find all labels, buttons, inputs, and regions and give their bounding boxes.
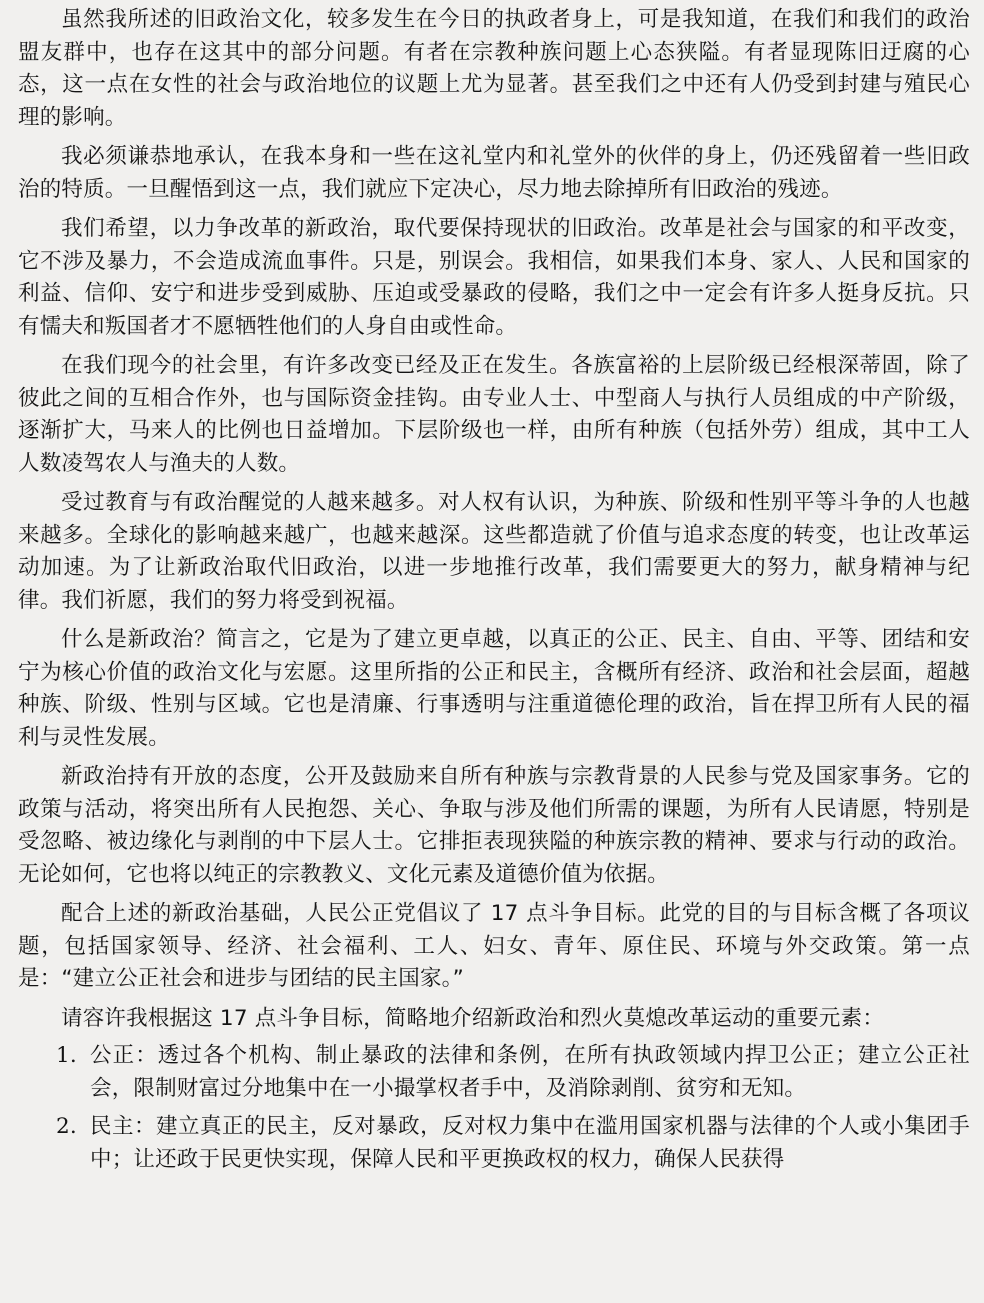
paragraph-3: 我们希望，以力争改革的新政治，取代要保持现状的旧政治。改革是社会与国家的和平改变，它不涉及暴力，不会造成流血事件。只是，别误会。我相信，如果我们本身、家人、人民和国家的利益、信仰、安宁和进步受到威胁、压迫或受暴政的侵略，我们之中一定会有许多人挺身反抗。只有懦夫和叛国者才不愿牺牲他们的人身自由或性命。	[18, 216, 970, 339]
list-item-body	[58, 1111, 970, 1176]
list-item	[18, 1111, 970, 1176]
paragraph-9: 请容许我根据这 17 点斗争目标，简略地介绍新政治和烈火莫熄改革运动的重要元素：	[61, 1005, 885, 1031]
paragraph-1: 虽然我所述的旧政治文化，较多发生在今日的执政者身上，可是我知道，在我们和我们的政治盟友群中，也存在这其中的部分问题。有者在宗教种族问题上心态狭隘。有者显现陈旧迂腐的心态，这一点在女性的社会与政治地位的议题上尤为显著。甚至我们之中还有人仍受到封建与殖民心理的影响。	[18, 7, 970, 130]
list-item-term: 公正	[90, 1043, 136, 1068]
numbered-list	[18, 1040, 970, 1176]
list-item-number: 2.	[56, 1114, 77, 1139]
paragraph-6: 什么是新政治？简言之，它是为了建立更卓越，以真正的公正、民主、自由、平等、团结和安宁为核心价值的政治文化与宏愿。这里所指的公正和民主，含概所有经济、政治和社会层面，超越种族、阶级、性别与区域。它也是清廉、行事透明与注重道德伦理的政治，旨在捍卫所有人民的福利与灵性发展。	[18, 627, 970, 750]
document-page	[0, 4, 984, 1303]
paragraph-8: 配合上述的新政治基础，人民公正党倡议了 17 点斗争目标。此党的目的与目标含概了各项议题，包括国家领导、经济、社会福利、工人、妇女、青年、原住民、环境与外交政策。第一点是：“建立公正社会和进步与团结的民主国家。”	[18, 901, 970, 991]
list-item-term: 民主	[90, 1114, 135, 1139]
paragraph-4: 在我们现今的社会里，有许多改变已经及正在发生。各族富裕的上层阶级已经根深蒂固，除了彼此之间的互相合作外，也与国际资金挂钩。由专业人士、中型商人与执行人员组成的中产阶级，逐渐扩大，马来人的比例也日益增加。下层阶级也一样，由所有种族（包括外劳）组成，其中工人人数凌驾农人与渔夫的人数。	[18, 353, 970, 476]
list-item-text: ：透过各个机构、制止暴政的法律和条例，在所有执政领域内捍卫公正；建立公正社会，限制财富过分地集中在一小撮掌权者手中，及消除剥削、贫穷和无知。	[90, 1043, 971, 1101]
paragraph-2: 我必须谦恭地承认，在我本身和一些在这礼堂内和礼堂外的伙伴的身上，仍还残留着一些旧政治的特质。一旦醒悟到这一点，我们就应下定决心，尽力地去除掉所有旧政治的残迹。	[18, 144, 970, 202]
list-item-text: ：建立真正的民主，反对暴政，反对权力集中在滥用国家机器与法律的个人或小集团手中；让还政于民更快实现，保障人民和平更换政权的权力，确保人民获得	[90, 1114, 970, 1172]
paragraph-5: 受过教育与有政治醒觉的人越来越多。对人权有认识，为种族、阶级和性别平等斗争的人也越来越多。全球化的影响越来越广，也越来越深。这些都造就了价值与追求态度的转变，也让改革运动加速。为了让新政治取代旧政治，以进一步地推行改革，我们需要更大的努力，献身精神与纪律。我们祈愿，我们的努力将受到祝福。	[18, 490, 970, 613]
paragraph-7: 新政治持有开放的态度，公开及鼓励来自所有种族与宗教背景的人民参与党及国家事务。它的政策与活动，将突出所有人民抱怨、关心、争取与涉及他们所需的课题，为所有人民请愿，特别是受忽略、被边缘化与剥削的中下层人士。它排拒表现狭隘的种族宗教的精神、要求与行动的政治。无论如何，它也将以纯正的宗教教义、文化元素及道德价值为依据。	[18, 764, 970, 887]
list-item	[18, 1040, 970, 1105]
list-item-body	[58, 1040, 970, 1105]
list-item-number: 1.	[56, 1043, 77, 1068]
